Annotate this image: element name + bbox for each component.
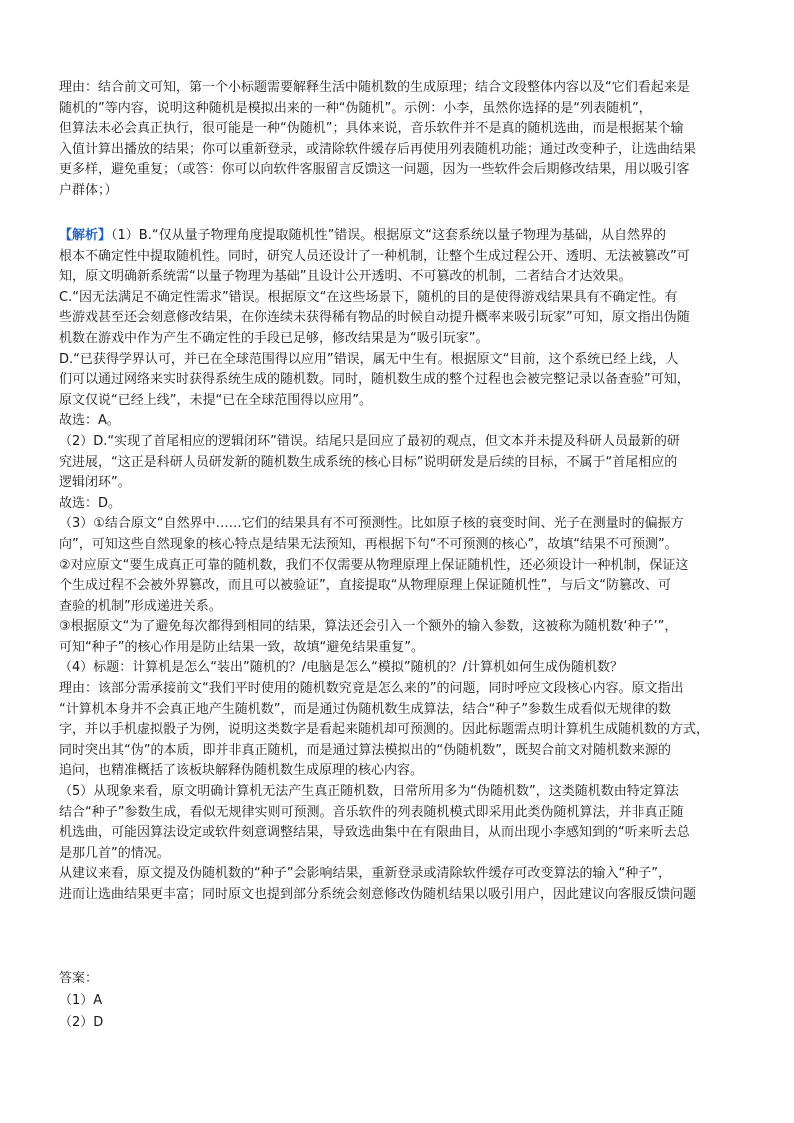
text-line: 但算法未必会真正执行，很可能是一种“伪随机”；具体来说，音乐软件并不是真的随机选曲，而是根据某个输 [59, 121, 684, 137]
text-line: （3）①结合原文“自然界中……它们的结果具有不可预测性。比如原子核的衰变时间、光子在测量时的偏振方 [59, 516, 684, 532]
analysis-first-line [59, 226, 749, 247]
text-line: （2）D.“实现了首尾相应的逻辑闭环”错误。结尾只是回应了最初的观点，但文本并未提及科研人员最新的研 [59, 433, 680, 449]
text-line: （4）标题：计算机是怎么“装出”随机的？/电脑是怎么“模拟”随机的？/计算机如何生成伪随机数？ [59, 660, 623, 676]
text-line: D.“已获得学界认可，并已在全球范围得以应用”错误，属无中生有。根据原文“目前，这个系统已经上线，人 [59, 351, 679, 367]
text-line: 们可以通过网络来实时获得系统生成的随机数。同时，随机数生成的整个过程也会被完整记录以备查验”可知， [59, 372, 690, 388]
analysis-section [59, 226, 749, 906]
text-line: ③根据原文“为了避免每次都得到相同的结果，算法还会引入一个额外的输入参数，这被称为随机数‘种子’”， [59, 619, 678, 635]
text-line: 入值计算出播放的结果；你可以重新登录，或清除软件缓存后再使用列表随机功能；通过改变种子，让选曲结果 [59, 141, 697, 157]
text-line: （5）从现象来看，原文明确计算机无法产生真正随机数，日常所用多为“伪随机数”，这类随机数由特定算法 [59, 784, 679, 800]
text-line: 机选曲，可能因算法设定或软件刻意调整结果，导致选曲集中在有限曲目，从而出现小李感知到的“听来听去总 [59, 825, 690, 841]
text-line: 个生成过程不会被外界篡改，而且可以被验证”，直接提取“从物理原理上保证随机性”，与后文“防篡改、可 [59, 578, 671, 594]
text-line: 故选：A。 [59, 413, 120, 429]
text-line: 理由：结合前文可知，第一个小标题需要解释生活中随机数的生成原理；结合文段整体内容以及“它们看起来是 [59, 80, 690, 95]
analysis-tag: 【解析】 [59, 228, 112, 243]
text-line: 是那几首”的情况。 [59, 845, 170, 861]
text-line: 些游戏甚至还会刻意修改结果，在你连续未获得稀有物品的时候自动提升概率来吸引玩家”可知，原文指出伪随 [59, 310, 690, 326]
text-line: 随机的”等内容，说明这种随机是模拟出来的一种“伪随机”。示例：小李，虽然你选择的是“列表随机”， [59, 100, 652, 116]
text-line: 进而让选曲结果更丰富；同时原文也提到部分系统会刻意修改伪随机结果以吸引用户，因此建议向客服反馈问题 [59, 887, 697, 902]
text-line: 机数在游戏中作为产生不确定性的手段已足够，修改结果是为“吸引玩家”。 [59, 330, 489, 346]
answer-item: （1）A [59, 992, 103, 1008]
text-line: 理由：该部分需承接前文“我们平时使用的随机数究竟是怎么来的”的问题，同时呼应文段核心内容。原文指出 [59, 681, 684, 697]
text-line: （1）B.“仅从量子物理角度提取随机性”错误。根据原文“这套系统以量子物理为基础，从自然界的 [111, 228, 667, 243]
text-line: 字，并以手机虚拟骰子为例，说明这类数字是看起来随机却可预测的。因此标题需点明计算机生成随机数的方式， [59, 722, 710, 738]
text-line: 结合“种子”参数生成，看似无规律实则可预测。音乐软件的列表随机模式即采用此类伪随机算法，并非真正随 [59, 804, 684, 820]
text-line: “计算机本身并不会真正地产生随机数”，而是通过伪随机数生成算法，结合“种子”参数生成看似无规律的数 [59, 701, 671, 717]
text-line: 向”，可知这些自然现象的核心特点是结果无法预知，再根据下句“不可预测的核心”，故填“结果不可预测”。 [59, 536, 678, 552]
answer-item: （2）D [59, 1014, 104, 1030]
text-line: 原文仅说“已经上线”，未提“已在全球范围得以应用”。 [59, 392, 372, 408]
text-line: 根本不确定性中提取随机性。同时，研究人员还设计了一种机制，让整个生成过程公开、透明、无法被篡改”可 [59, 248, 690, 264]
text-line: 从建议来看，原文提及伪随机数的“种子”会影响结果，重新登录或清除软件缓存可改变算法的输入“种子”， [59, 866, 671, 882]
text-line: 究进展，“这正是科研人员研发新的随机数生成系统的核心目标”说明研发是后续的目标，不属于“首尾相应的 [59, 454, 678, 470]
text-line: 户群体；） [59, 182, 118, 198]
text-line: ②对应原文“要生成真正可靠的随机数，我们不仅需要从物理原理上保证随机性，还必须设计一种机制，保证这 [59, 557, 689, 573]
text-line: 更多样，避免重复；（或答：你可以向软件客服留言反馈这一问题，因为一些软件会后期修改结果，用以吸引客 [59, 162, 690, 178]
answers-title: 答案： [59, 971, 99, 986]
text-line: 可知“种子”的核心作用是防止结果一致，故填“避免结果重复”。 [59, 639, 424, 655]
text-line: 知，原文明确新系统需“以量子物理为基础”且设计公开透明、不可篡改的机制，二者结合才达效果。 [59, 269, 632, 285]
text-line: C.“因无法满足不确定性需求”错误。根据原文“在这些场景下，随机的目的是使得游戏结果具有不确定性。有 [59, 289, 678, 305]
answers-section [59, 969, 749, 1034]
reason-paragraph [59, 78, 749, 202]
text-line: 追问，也精准概括了该板块解释伪随机数生成原理的核心内容。 [59, 763, 424, 779]
text-line: 故选：D。 [59, 495, 122, 511]
text-line: 同时突出其“伪”的本质，即并非真正随机，而是通过算法模拟出的“伪随机数”，既契合前文对随机数来源的 [59, 742, 671, 758]
text-line: 查验的机制”形成递进关系。 [59, 598, 222, 614]
text-line: 逻辑闭环”。 [59, 475, 131, 491]
